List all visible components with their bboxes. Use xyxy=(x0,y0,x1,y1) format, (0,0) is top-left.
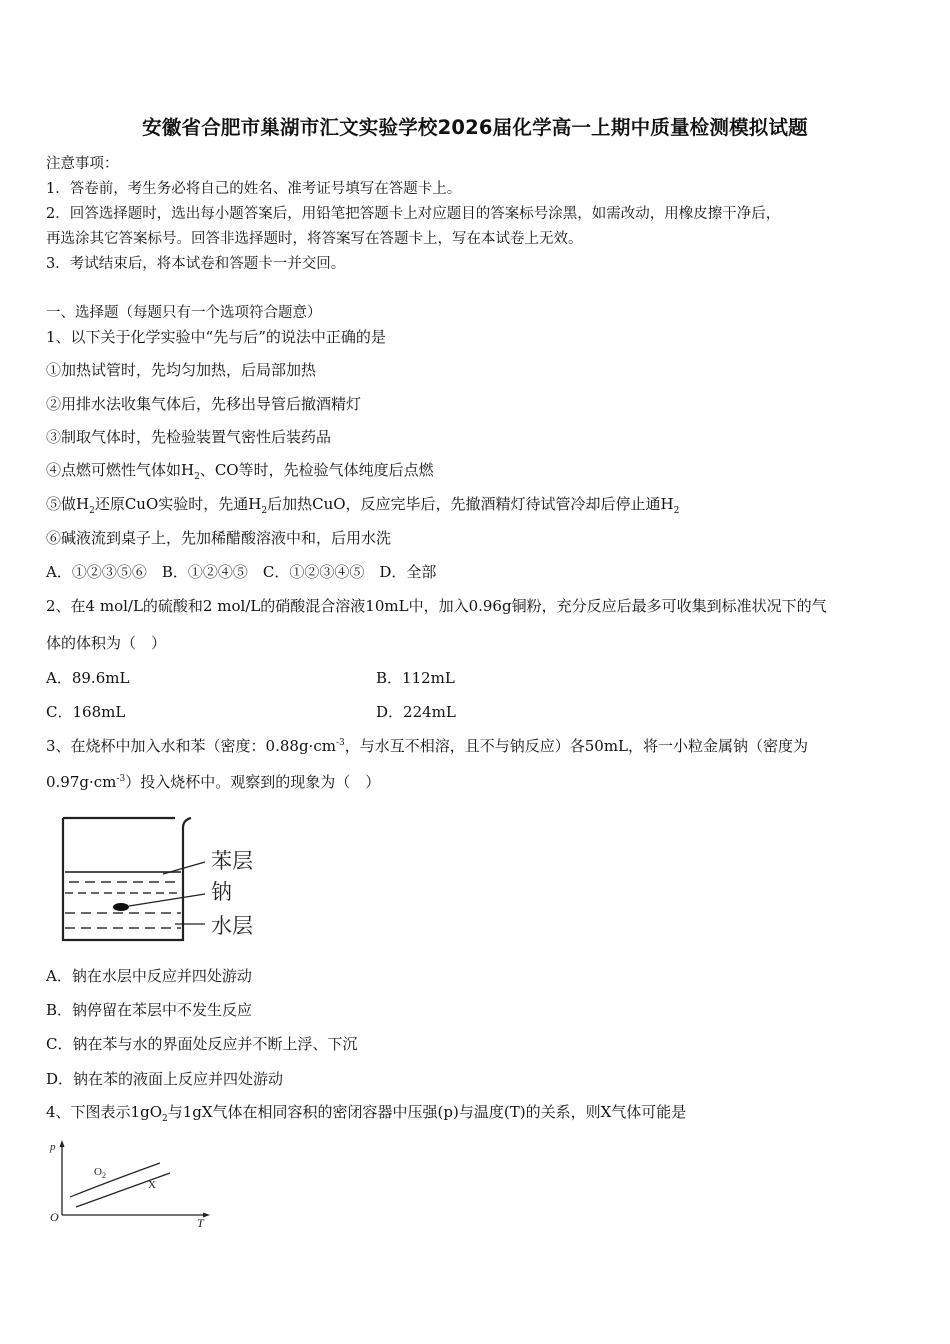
label-benzene: 苯层 xyxy=(211,849,253,873)
notes-heading: 注意事项： xyxy=(46,156,119,172)
q3-option-a: A．钠在水层中反应并四处游动 xyxy=(46,967,252,985)
q1-statement: ①加热试管时，先均匀加热，后局部加热 xyxy=(46,361,317,379)
q1-statement: ⑤做$H_2$还原CuO实验时，先通$H_2$后加热CuO，反应完毕后，先撤酒精灯待试管冷却后停止通$H_2$ xyxy=(46,495,680,516)
section-heading: 一、选择题（每题只有一个选项符合题意） xyxy=(46,305,322,321)
q4-stem: 4、下图表示$1gO_2$与1gX气体在相同容积的密闭容器中压强(p)与温度(T)的关系，则X气体可能是 xyxy=(46,1103,687,1124)
q1-stem: 1、以下关于化学实验中“先与后”的说法中正确的是 xyxy=(46,328,386,346)
curve-label-o2: $O_2$ xyxy=(94,1166,106,1180)
curve-o2 xyxy=(70,1163,160,1197)
q1-statement: ⑥碱液流到桌子上，先加稀醋酸溶液中和，后用水洗 xyxy=(46,529,392,547)
note-item: 2．回答选择题时，选出每小题答案后，用铅笔把答题卡上对应题目的答案标号涂黑，如需改动，用橡皮擦干净后， xyxy=(46,206,781,222)
q1-options: A．①②③⑤⑥ B．①②④⑤ C．①②③④⑤ D．全部 xyxy=(46,563,437,581)
q3-stem: 3、在烧杯中加入水和苯（密度：$0.88g\cdot cm^{-3}$，与水互不相溶，且不与钠反应）各50mL，将一小粒金属钠（密度为 xyxy=(46,737,809,755)
origin-label: O xyxy=(50,1210,59,1224)
axis-label-t: T xyxy=(197,1216,204,1230)
curve-label-x: X xyxy=(148,1179,156,1191)
q3-option-b: B．钠停留在苯层中不发生反应 xyxy=(46,1001,253,1019)
note-item: 再选涂其它答案标号。回答非选择题时，将答案写在答题卡上，写在本试卷上无效。 xyxy=(46,231,583,247)
q2-stem: 2、在4 mol/L的硫酸和2 mol/L的硝酸混合溶液10mL中，加入0.96g铜粉，充分反应后最多可收集到标准状况下的气 xyxy=(46,597,827,615)
q2-option-b: B．112mL xyxy=(376,669,455,687)
q2-stem: 体的体积为（ ） xyxy=(46,634,167,652)
q3-option-d: D．钠在苯的液面上反应并四处游动 xyxy=(46,1070,284,1088)
q3-stem: $0.97g\cdot cm^{-3}$）投入烧杯中。观察到的现象为（ ） xyxy=(46,773,381,791)
q1-statement: ④点燃可燃性气体如$H_2$、CO等时，先检验气体纯度后点燃 xyxy=(46,461,434,482)
label-sodium: 钠 xyxy=(211,880,232,904)
q1-statement: ②用排水法收集气体后，先移出导管后撤酒精灯 xyxy=(46,395,362,413)
note-item: 3．考试结束后，将本试卷和答题卡一并交回。 xyxy=(46,256,346,272)
beaker-figure xyxy=(55,812,280,947)
q3-option-c: C．钠在苯与水的界面处反应并不断上浮、下沉 xyxy=(46,1035,358,1053)
q2-option-d: D．224mL xyxy=(376,703,456,721)
axis-label-p: p xyxy=(50,1141,56,1153)
label-water: 水层 xyxy=(211,914,253,938)
q2-option-c: C．168mL xyxy=(46,703,126,721)
page-title: 安徽省合肥市巢湖市汇文实验学校2026届化学高一上期中质量检测模拟试题 xyxy=(142,116,808,139)
pressure-temperature-graph xyxy=(40,1135,220,1230)
q2-option-a: A．89.6mL xyxy=(46,669,130,687)
q1-statement: ③制取气体时，先检验装置气密性后装药品 xyxy=(46,428,332,446)
note-item: 1．答卷前，考生务必将自己的姓名、准考证号填写在答题卡上。 xyxy=(46,181,462,197)
sodium-particle xyxy=(113,903,129,911)
